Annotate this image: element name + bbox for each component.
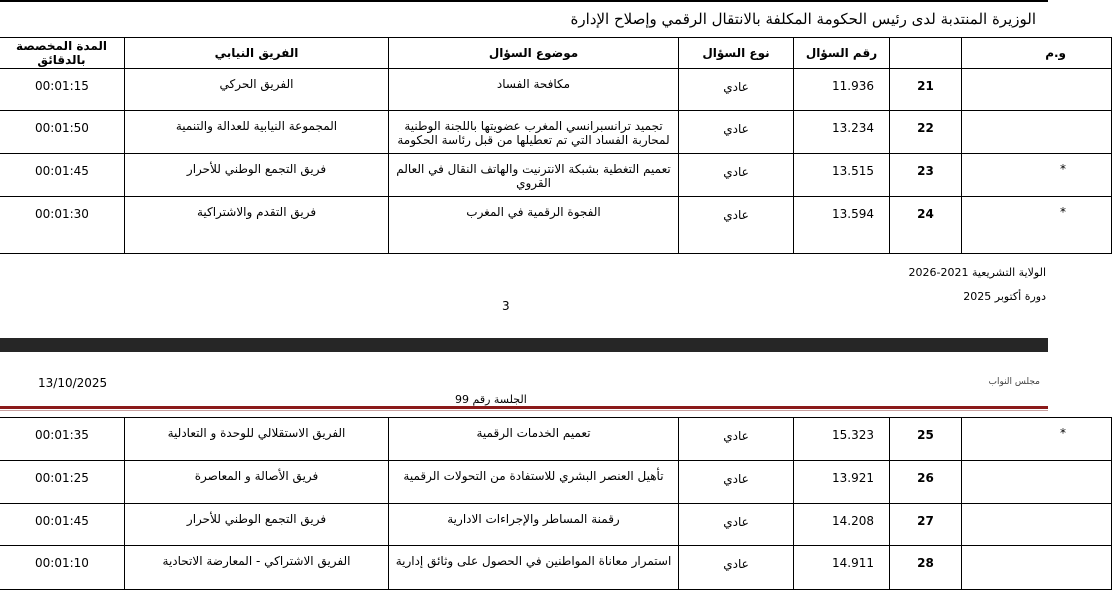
team-cell: المجموعة النيابية للعدالة والتنمية [125, 111, 389, 154]
table-row [0, 197, 1112, 254]
number-cell: 13.515 [794, 154, 890, 197]
session-date: 13/10/2025 [38, 376, 108, 390]
type-cell: عادي [679, 418, 794, 461]
number-cell: 14.911 [794, 546, 890, 590]
type-cell: عادي [679, 504, 794, 546]
team-cell: فريق التقدم والاشتراكية [125, 197, 389, 254]
team-cell: فريق التجمع الوطني للأحرار [125, 154, 389, 197]
order-cell: 21 [890, 69, 962, 111]
header-subject: موضوع السؤال [389, 38, 679, 69]
order-cell: 26 [890, 461, 962, 504]
header-mark: و.م [962, 38, 1112, 69]
header-red-rule-thin [0, 410, 1048, 411]
header-team: الفريق النيابي [125, 38, 389, 69]
table-row [0, 461, 1112, 504]
mark-cell: * [962, 154, 1112, 197]
type-cell: عادي [679, 546, 794, 590]
team-cell: الفريق الاستقلالي للوحدة و التعادلية [125, 418, 389, 461]
duration-cell: 00:01:50 [0, 111, 125, 154]
team-cell: فريق الأصالة و المعاصرة [125, 461, 389, 504]
council-name: مجلس النواب [988, 377, 1040, 387]
subject-cell: تعميم الخدمات الرقمية [389, 418, 679, 461]
session-period-label: دورة أكتوبر 2025 [963, 290, 1046, 303]
subject-cell: مكافحة الفساد [389, 69, 679, 111]
mark-cell: * [962, 197, 1112, 254]
ministry-heading: الوزيرة المنتدبة لدى رئيس الحكومة المكلفة بالانتقال الرقمي وإصلاح الإدارة [570, 10, 1036, 28]
subject-cell: تعميم التغطية بشبكة الانترنيت والهاتف النقال في العالم القروي [389, 154, 679, 197]
mark-cell [962, 111, 1112, 154]
table-row [0, 546, 1112, 590]
subject-cell: تجميد ترانسبرانسي المغرب عضويتها باللجنة الوطنية لمحاربة الفساد التي تم تعطيلها من قبل رئاسة الحكومة [389, 111, 679, 154]
mark-cell [962, 69, 1112, 111]
subject-cell: رقمنة المساطر والإجراءات الادارية [389, 504, 679, 546]
top-rule [0, 0, 1048, 2]
subject-cell: الفجوة الرقمية في المغرب [389, 197, 679, 254]
order-cell: 23 [890, 154, 962, 197]
type-cell: عادي [679, 69, 794, 111]
order-cell: 24 [890, 197, 962, 254]
subject-cell: تأهيل العنصر البشري للاستفادة من التحولات الرقمية [389, 461, 679, 504]
table-header-row [0, 38, 1112, 69]
page-number: 3 [502, 299, 510, 313]
subject-cell: استمرار معاناة المواطنين في الحصول على وثائق إدارية [389, 546, 679, 590]
header-duration: المدة المخصصة بالدقائق [0, 38, 125, 69]
mark-cell [962, 546, 1112, 590]
duration-cell: 00:01:35 [0, 418, 125, 461]
questions-table-page1 [0, 37, 1112, 254]
header-number: رقم السؤال [794, 38, 890, 69]
page-break-band [0, 338, 1048, 352]
header-type: نوع السؤال [679, 38, 794, 69]
table-row [0, 69, 1112, 111]
number-cell: 11.936 [794, 69, 890, 111]
type-cell: عادي [679, 197, 794, 254]
number-cell: 14.208 [794, 504, 890, 546]
order-cell: 27 [890, 504, 962, 546]
number-cell: 13.234 [794, 111, 890, 154]
type-cell: عادي [679, 111, 794, 154]
number-cell: 13.921 [794, 461, 890, 504]
type-cell: عادي [679, 461, 794, 504]
questions-table-page2 [0, 417, 1112, 590]
duration-cell: 00:01:45 [0, 154, 125, 197]
number-cell: 15.323 [794, 418, 890, 461]
duration-cell: 00:01:30 [0, 197, 125, 254]
team-cell: الفريق الحركي [125, 69, 389, 111]
table-row [0, 111, 1112, 154]
type-cell: عادي [679, 154, 794, 197]
table-row [0, 504, 1112, 546]
duration-cell: 00:01:10 [0, 546, 125, 590]
header-red-rule [0, 406, 1048, 409]
duration-cell: 00:01:45 [0, 504, 125, 546]
duration-cell: 00:01:25 [0, 461, 125, 504]
order-cell: 22 [890, 111, 962, 154]
header-order [890, 38, 962, 69]
table-row [0, 154, 1112, 197]
mark-cell [962, 461, 1112, 504]
table-row [0, 418, 1112, 461]
number-cell: 13.594 [794, 197, 890, 254]
team-cell: الفريق الاشتراكي - المعارضة الاتحادية [125, 546, 389, 590]
team-cell: فريق التجمع الوطني للأحرار [125, 504, 389, 546]
duration-cell: 00:01:15 [0, 69, 125, 111]
order-cell: 25 [890, 418, 962, 461]
legislature-label: الولاية التشريعية 2021-2026 [908, 266, 1046, 279]
mark-cell: * [962, 418, 1112, 461]
order-cell: 28 [890, 546, 962, 590]
session-number-label: الجلسة رقم 99 [455, 393, 527, 406]
mark-cell [962, 504, 1112, 546]
